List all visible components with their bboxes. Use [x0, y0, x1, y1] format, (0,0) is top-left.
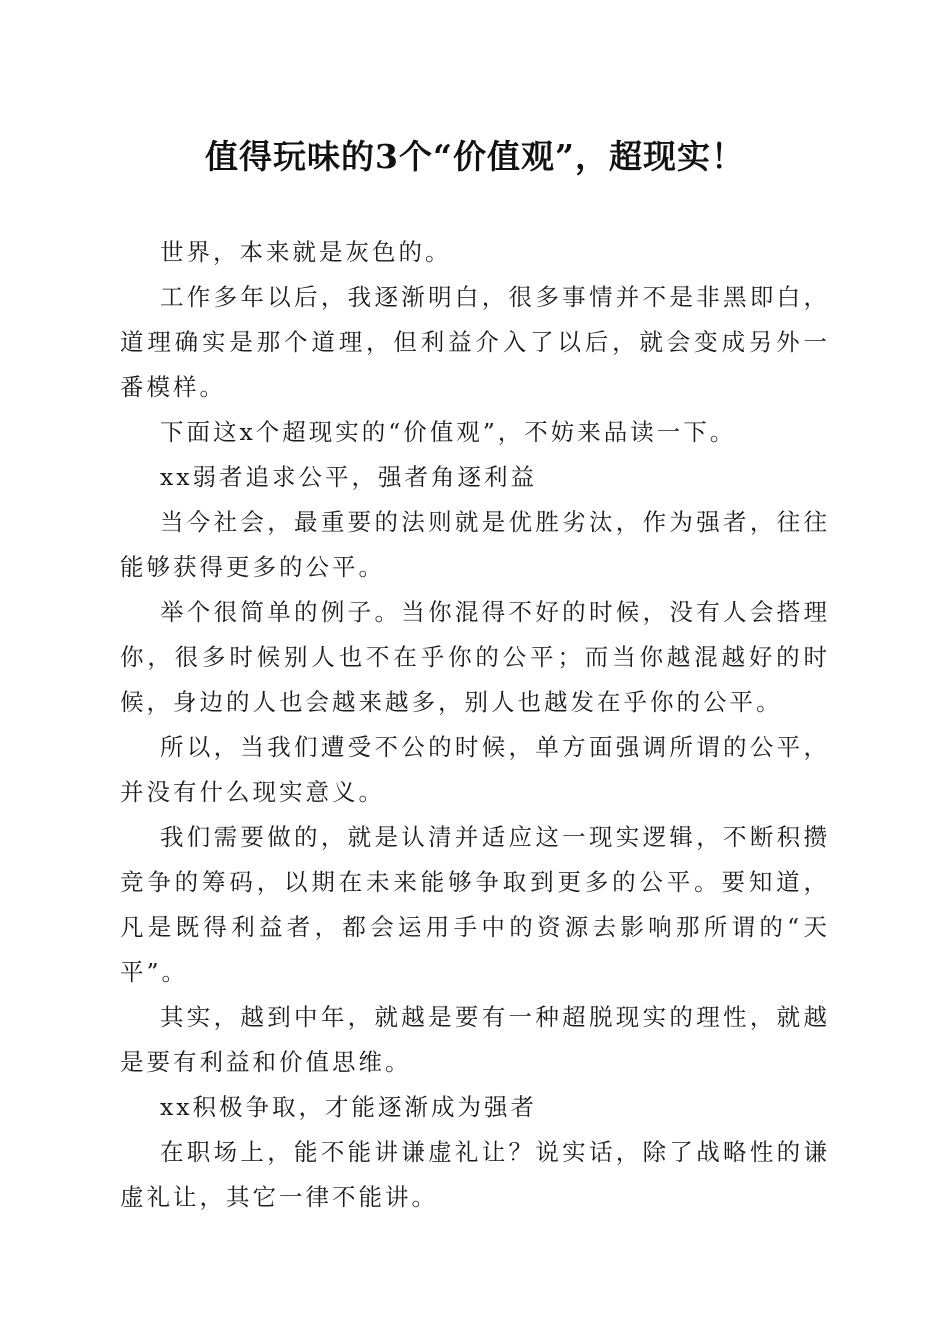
document-title: 值得玩味的3个“价值观”，超现实！: [205, 137, 745, 176]
paragraph: 所以，当我们遭受不公的时候，单方面强调所谓的公平，并没有什么现实意义。: [120, 733, 830, 806]
paragraph: 我们需要做的，就是认清并适应这一现实逻辑，不断积攒竞争的筹码，以期在未来能够争取到更多的公平。要知道，凡是既得利益者，都会运用手中的资源去影响那所谓的“天平”。: [120, 823, 830, 986]
paragraph: 其实，越到中年，就越是要有一种超脱现实的理性，就越是要有利益和价值思维。: [120, 1003, 830, 1076]
section-heading: xx弱者追求公平，强者角逐利益: [160, 463, 538, 491]
paragraph: 下面这x个超现实的“价值观”，不妨来品读一下。: [160, 418, 737, 446]
paragraph: 工作多年以后，我逐渐明白，很多事情并不是非黑即白，道理确实是那个道理，但利益介入了以后，就会变成另外一番模样。: [120, 283, 830, 401]
paragraph: 在职场上，能不能讲谦虚礼让？说实话，除了战略性的谦虚礼让，其它一律不能讲。: [120, 1138, 830, 1211]
paragraph: 当今社会，最重要的法则就是优胜劣汰，作为强者，往往能够获得更多的公平。: [120, 508, 830, 581]
document-body: [120, 230, 830, 1220]
paragraph: 举个很简单的例子。当你混得不好的时候，没有人会搭理你，很多时候别人也不在乎你的公平；而当你越混越好的时候，身边的人也会越来越多，别人也越发在乎你的公平。: [120, 598, 830, 716]
paragraph: 世界，本来就是灰色的。: [160, 238, 452, 266]
section-heading: xx积极争取，才能逐渐成为强者: [160, 1093, 538, 1121]
